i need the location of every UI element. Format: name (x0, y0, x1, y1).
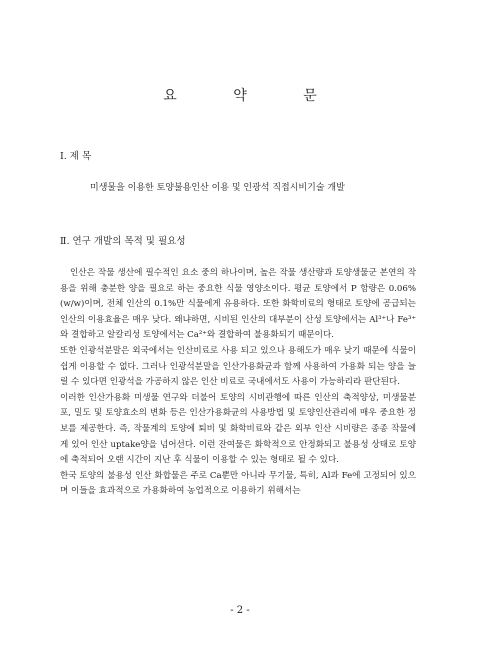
section-1-heading: Ⅰ. 제 목 (60, 151, 92, 162)
section-2-heading: Ⅱ. 연구 개발의 목적 및 필요성 (60, 236, 186, 247)
body-text (60, 266, 416, 500)
paragraph-1: 인산은 작물 생산에 필수적인 요소 중의 하나이며, 높은 작물 생산량과 토양생물군 본연의 작용을 위해 충분한 양을 필요로 하는 중요한 식물 영양소이다. 평균 토양에서 P 함량은 0.06%(w/w)이며, 전체 인산의 0.1%만 식물에게 유용하다. 또한 화학비료의 형태로 토양에 공급되는 인산의 이용효율은 매우 낮다. 왜냐하면, 시비된 인산의 대부분이 산성 토양에서는 Al³⁺나 Fe³⁺와 결합하고 알칼리성 토양에서는 Ca²⁺와 결합하여 불용화되기 때문이다. (60, 268, 416, 341)
paragraph-2: 또한 인광석분말은 외국에서는 인산비료로 사용 되고 있으나 용해도가 매우 낮기 때문에 식물이 쉽게 이용할 수 없다. 그러나 인광석분말을 인산가용화균과 함께 사용하여 가용화 되는 양을 늘릴 수 있다면 인광석을 가공하지 않은 인산 비료로 국내에서도 사용이 가능하리라 판단된다. (60, 345, 416, 388)
paragraph-3: 이러한 인산가용화 미생물 연구와 더불어 토양의 시비관행에 따른 인산의 축적양상, 미생물분포, 밀도 및 토양효소의 변화 등은 인산가용화균의 사용방법 및 토양인산관리에 매우 중요한 정보를 제공한다. 즉, 작물계의 토양에 퇴비 및 화학비료와 같은 외부 인산 시비량은 종종 작물에게 있어 인산 uptake양을 넘어선다. 이런 잔여물은 화학적으로 안정화되고 불용성 상태로 토양에 축적되어 오랜 시간이 지난 후 식물이 이용할 수 있는 형태로 될 수 있다. (60, 392, 416, 466)
page-number: - 2 - (230, 605, 250, 616)
page-title: 요 약 문 (163, 88, 343, 104)
research-subject: 미생물을 이용한 토양불용인산 이용 및 인광석 직접시비기술 개발 (90, 183, 345, 193)
paragraph-4: 한국 토양의 불용성 인산 화합물은 주로 Ca뿐만 아니라 무기물, 특히, Al과 Fe에 고정되어 있으며 이들을 효과적으로 가용화하여 농업적으로 이용하기 위해서는 (60, 470, 416, 497)
